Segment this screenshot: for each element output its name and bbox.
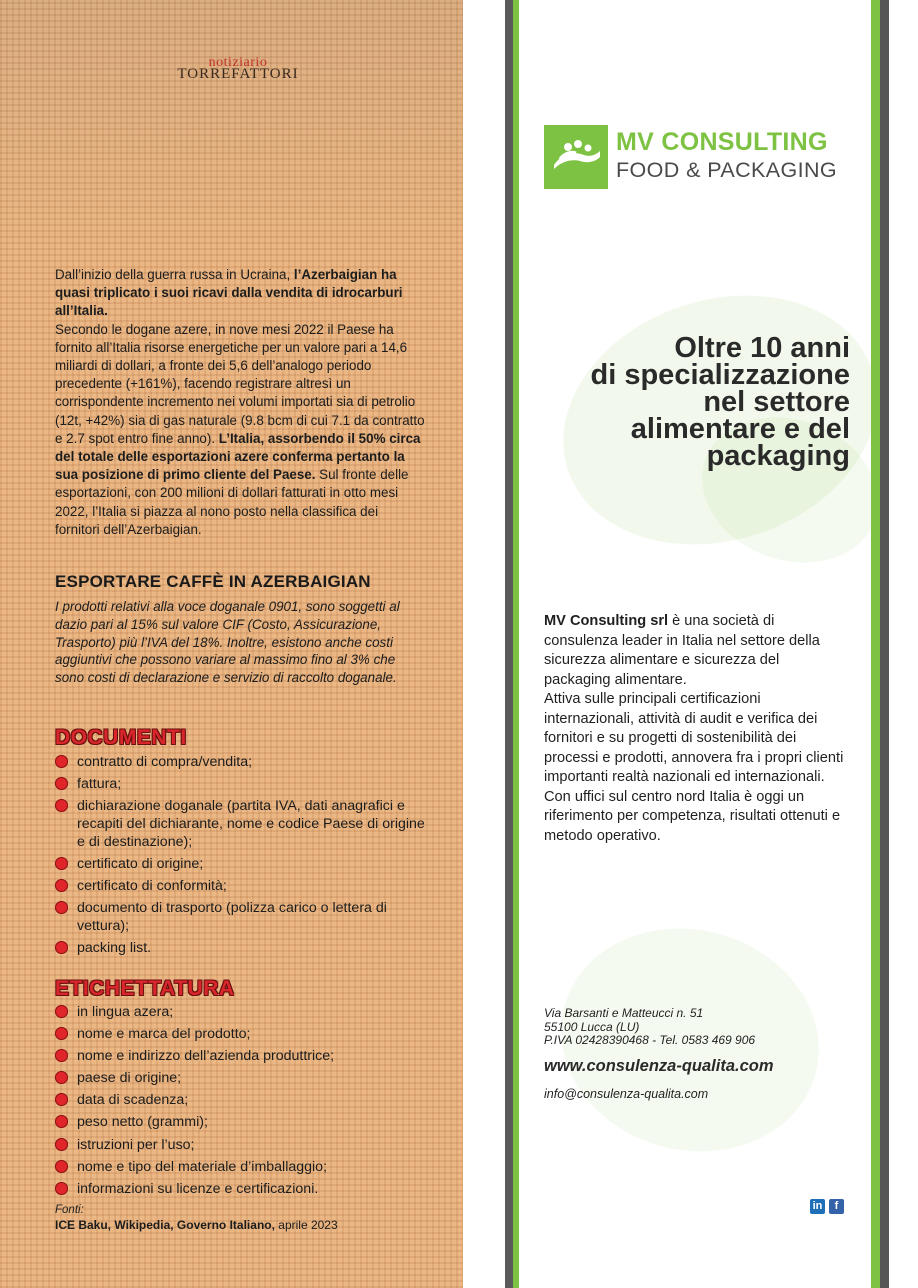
social-links	[810, 1199, 844, 1214]
list-item-text: dichiarazione doganale (partita IVA, dati anagrafici e recapiti del dichiarante, nome e codice Paese di origine e di destinazione);	[77, 798, 425, 850]
address-line: Via Barsanti e Matteucci n. 51	[544, 1006, 704, 1020]
bullet-dot-icon	[55, 1049, 68, 1062]
fonti-sources	[55, 1218, 338, 1232]
address-line: P.IVA 02428390468 - Tel. 0583 469 906	[544, 1033, 756, 1047]
list-item-text: packing list.	[77, 940, 152, 956]
list-item-text: paese di origine;	[77, 1070, 182, 1087]
etichettatura-list	[55, 1003, 430, 1202]
list-item	[55, 1091, 430, 1109]
desc-paragraph: Attiva sulle principali certificazioni internazionali, attività di audit e verifica dei fornitori e su progetti di sostenibilità dei processi e prodotti, annovera fra i propri clienti importanti realtà nazionali ed internazionali.	[544, 691, 844, 785]
list-item	[55, 775, 430, 793]
bullet-dot-icon	[55, 1071, 68, 1084]
brand-name: MV CONSULTING	[616, 128, 828, 156]
fonti-names: ICE Baku, Wikipedia, Governo Italiano,	[55, 1218, 275, 1232]
bullet-dot-icon	[55, 1005, 68, 1018]
masthead-title: TORREFATTORI	[177, 66, 299, 82]
bullet-dot-icon	[55, 1027, 68, 1040]
list-item-text: nome e indirizzo dell’azienda produttrice;	[77, 1048, 335, 1065]
bullet-dot-icon	[55, 777, 68, 790]
list-item	[55, 899, 430, 935]
bullet-dot-icon	[55, 857, 68, 870]
list-item	[55, 877, 430, 895]
list-item	[55, 939, 430, 957]
article-paragraph	[55, 266, 425, 539]
linkedin-icon[interactable]: in	[810, 1199, 825, 1214]
etichettatura-title: ETICHETTATURA	[55, 977, 235, 1000]
company-description	[544, 612, 849, 846]
list-item-text: nome e tipo del materiale d’imballaggio;	[77, 1158, 327, 1175]
list-item	[55, 1113, 430, 1131]
list-item-text: fattura;	[77, 776, 122, 792]
list-item	[55, 753, 430, 771]
website-link[interactable]: www.consulenza-qualita.com	[544, 1057, 774, 1075]
masthead-small: notiziario	[208, 55, 268, 70]
bullet-dot-icon	[55, 941, 68, 954]
fonti-label: Fonti:	[55, 1204, 84, 1216]
article-intro	[55, 266, 425, 539]
list-item	[55, 855, 430, 873]
email-link[interactable]: info@consulenza-qualita.com	[544, 1087, 709, 1101]
bullet-dot-icon	[55, 755, 68, 768]
company-address	[544, 1007, 755, 1048]
list-item-text: data di scadenza;	[77, 1092, 189, 1109]
list-item-text: contratto di compra/vendita;	[77, 754, 253, 770]
list-item	[55, 1003, 430, 1021]
headline-line: di specializzazione	[590, 359, 850, 391]
headline-line: packaging	[706, 440, 850, 472]
article-text: Secondo le dogane azere, in nove mesi 2022 il Paese ha fornito all’Italia risorse energetiche per un valore pari a 14,6 miliardi di dollari, a fronte dei 5,6 dell’analogo periodo precedente (+161%), facendo registrare altresì un corrispondente incremento nei volumi importati sia di petrolio (12t, +42%) sia di gas naturale (9.8 bcm di cui 7.1 da contratto e 2.7 spot entro fine anno).	[55, 321, 425, 446]
bullet-dot-icon	[55, 1182, 68, 1195]
list-item-text: certificato di origine;	[77, 856, 204, 872]
list-item-text: informazioni su licenze e certificazioni.	[77, 1180, 319, 1197]
fonti-date: aprile 2023	[274, 1218, 338, 1232]
desc-paragraph: Con uffici sul centro nord Italia è oggi un riferimento per competenza, risultati ottenuti e metodo operativo.	[544, 788, 841, 844]
frame-bar	[880, 0, 889, 1288]
facebook-icon[interactable]: f	[829, 1199, 844, 1214]
list-item-text: documento di trasporto (polizza carico o lettera di vettura);	[77, 900, 387, 934]
list-item	[55, 1158, 430, 1176]
frame-bar	[871, 0, 880, 1288]
bullet-dot-icon	[55, 1160, 68, 1173]
frame-bar	[505, 0, 513, 1288]
list-item-text: istruzioni per l’uso;	[77, 1136, 195, 1153]
frame-bar	[513, 0, 519, 1288]
address-line: 55100 Lucca (LU)	[544, 1019, 640, 1034]
bullet-dot-icon	[55, 879, 68, 892]
list-item-text: nome e marca del prodotto;	[77, 1026, 251, 1043]
people-hands-icon	[544, 125, 608, 189]
list-item	[55, 1069, 430, 1087]
documenti-list	[55, 753, 430, 961]
bullet-dot-icon	[55, 799, 68, 812]
bullet-dot-icon	[55, 901, 68, 914]
list-item-text: certificato di conformità;	[77, 878, 227, 894]
ad-headline	[530, 332, 850, 472]
list-item-text: peso netto (grammi);	[77, 1114, 208, 1131]
list-item	[55, 1180, 430, 1198]
list-item	[55, 1136, 430, 1154]
list-item	[55, 1025, 430, 1043]
article-text: Sul fronte delle esportazioni, con 200 milioni di dollari fatturati in otto mesi 2022, l’Italia si piazza al nono posto nella classifica dei fornitori dell’Azerbaigian.	[55, 467, 409, 537]
bullet-dot-icon	[55, 1115, 68, 1128]
headline-line: Oltre 10 anni	[674, 332, 850, 364]
article-highlight: l’Azerbaigian ha quasi triplicato i suoi ricavi dalla vendita di idrocarburi all’Italia.	[55, 267, 403, 319]
esportare-title: ESPORTARE CAFFÈ IN AZERBAIGIAN	[55, 572, 371, 591]
headline-line: nel settore	[703, 386, 850, 418]
esportare-body: I prodotti relativi alla voce doganale 0901, sono soggetti al dazio pari al 15% sul valore CIF (Costo, Assicurazione, Trasporto) più l’IVA del 18%. Inoltre, esistono anche costi aggiuntivi che possono variare al massimo fino al 3% che sono costi di declarazione e servizio di raccolto doganale.	[55, 599, 400, 686]
headline-line: alimentare e del	[630, 413, 850, 445]
brand-tagline: FOOD & PACKAGING	[616, 158, 838, 182]
documenti-title: DOCUMENTI	[55, 726, 187, 749]
desc-paragraph	[544, 612, 849, 690]
masthead-logo	[168, 56, 308, 82]
article-text: Dall’inizio della guerra russa in Ucraina,	[55, 267, 294, 282]
desc-text: è una società di consulenza leader in Italia nel settore della sicurezza alimentare e sicurezza del packaging alimentare.	[544, 613, 820, 688]
list-item-text: in lingua azera;	[77, 1004, 174, 1020]
bullet-dot-icon	[55, 1138, 68, 1151]
article-highlight: L’Italia, assorbendo il 50% circa del totale delle esportazioni azere conferma pertanto la sua posizione di primo cliente del Paese.	[55, 430, 421, 483]
list-item	[55, 1047, 430, 1065]
list-item	[55, 797, 430, 851]
company-name: MV Consulting srl	[544, 613, 669, 629]
bullet-dot-icon	[55, 1093, 68, 1106]
